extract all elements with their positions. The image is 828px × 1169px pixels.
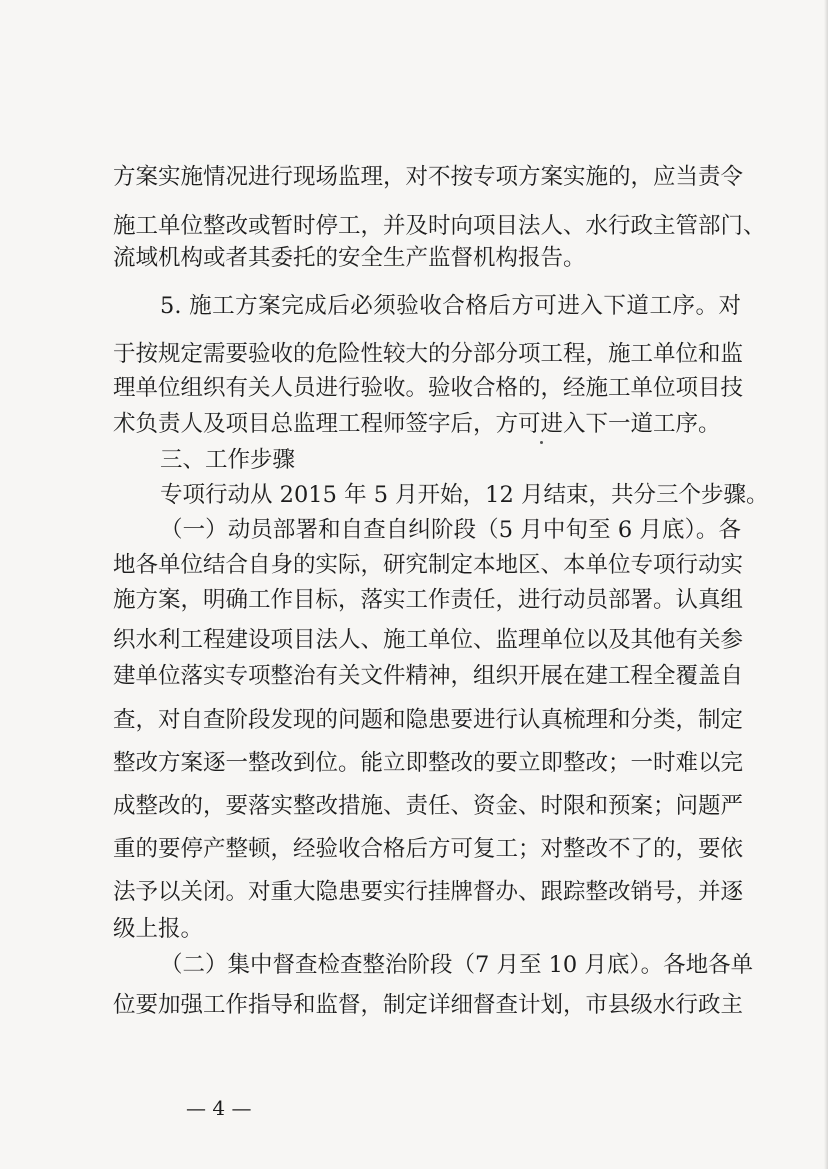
body-line: 流域机构或者其委托的安全生产监督机构报告。: [113, 245, 586, 271]
scan-edge-shadow: [824, 0, 828, 1169]
body-line: 地各单位结合自身的实际，研究制定本地区、本单位专项行动实: [113, 552, 744, 578]
body-line: 理单位组织有关人员进行验收。验收合格的，经施工单位项目技: [113, 375, 744, 401]
body-line: 重的要停产整顿，经验收合格后方可复工；对整改不了的，要依: [113, 836, 744, 862]
section-heading: 三、工作步骤: [160, 447, 296, 473]
body-line: 成整改的，要落实整改措施、责任、资金、时限和预案；问题严: [113, 793, 744, 819]
body-line: 方案实施情况进行现场监理，对不按专项方案实施的，应当责令: [113, 164, 744, 190]
body-line: 位要加强工作指导和监督，制定详细督查计划，市县级水行政主: [113, 992, 744, 1018]
scan-speck: [540, 441, 543, 444]
body-line: （二）集中督查检查整治阶段（7 月至 10 月底）。各地各单: [160, 952, 754, 978]
body-line: 5. 施工方案完成后必须验收合格后方可进入下道工序。对: [160, 293, 741, 319]
body-line: （一）动员部署和自查自纠阶段（5 月中旬至 6 月底）。各: [160, 517, 741, 543]
body-line: 级上报。: [113, 916, 204, 942]
body-line: 建单位落实专项整治有关文件精神，组织开展在建工程全覆盖自: [113, 663, 744, 689]
body-line: 织水利工程建设项目法人、施工单位、监理单位以及其他有关参: [113, 627, 744, 653]
body-line: 整改方案逐一整改到位。能立即整改的要立即整改；一时难以完: [113, 750, 744, 776]
body-line: 专项行动从 2015 年 5 月开始，12 月结束，共分三个步骤。: [160, 482, 769, 508]
page-number: — 4 —: [186, 1096, 252, 1120]
body-line: 查，对自查阶段发现的问题和隐患要进行认真梳理和分类，制定: [113, 707, 744, 733]
body-line: 施方案，明确工作目标，落实工作责任，进行动员部署。认真组: [113, 587, 744, 613]
body-line: 术负责人及项目总监理工程师签字后，方可进入下一道工序。: [113, 411, 721, 437]
body-line: 施工单位整改或暂时停工，并及时向项目法人、水行政主管部门、: [113, 213, 766, 239]
body-line: 于按规定需要验收的危险性较大的分部分项工程，施工单位和监: [113, 341, 744, 367]
body-line: 法予以关闭。对重大隐患要实行挂牌督办、跟踪整改销号，并逐: [113, 879, 744, 905]
